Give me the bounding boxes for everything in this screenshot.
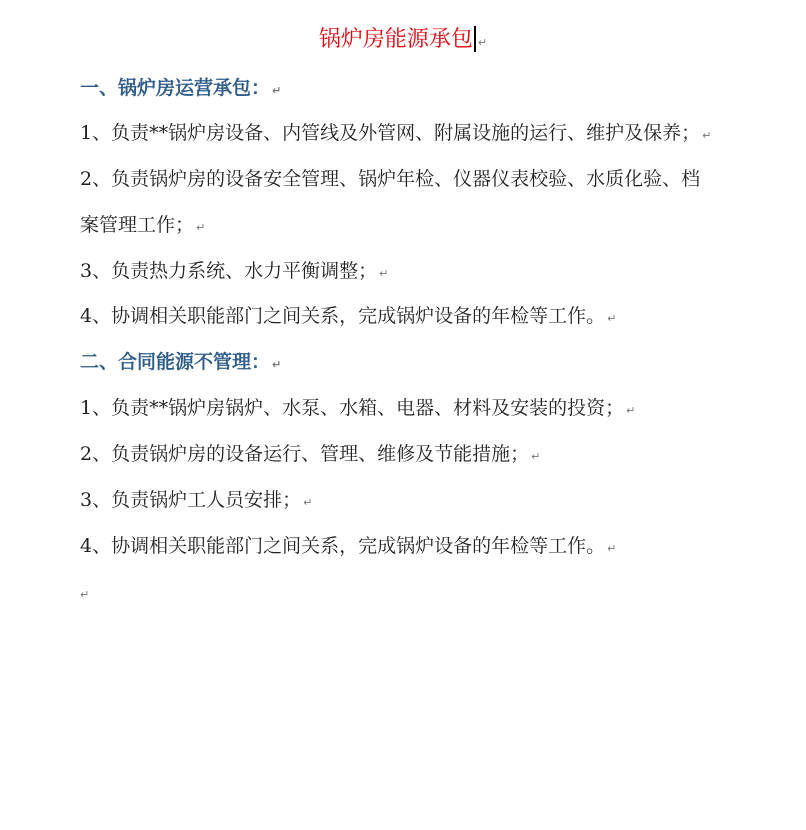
paragraph <box>80 164 700 194</box>
paragraph-mark-icon: ↵ <box>272 84 282 97</box>
paragraph-mark-icon: ↵ <box>80 588 90 601</box>
paragraph-mark-icon: ↵ <box>303 496 313 509</box>
paragraph-text: 4、协调相关职能部门之间关系，完成锅炉设备的年检等工作。 <box>80 305 606 327</box>
paragraph-mark-icon: ↵ <box>702 129 712 142</box>
paragraph-text: 4、协调相关职能部门之间关系，完成锅炉设备的年检等工作。 <box>80 535 606 557</box>
section-heading-text: 一、锅炉房运营承包： <box>80 77 271 99</box>
document-title-text: 锅炉房能源承包 <box>318 27 473 52</box>
section-heading-2 <box>80 347 281 380</box>
paragraph-text: 1、负责**锅炉房设备、内管线及外管网、附属设施的运行、维护及保养； <box>80 122 701 144</box>
empty-paragraph <box>80 577 89 610</box>
paragraph-mark-icon: ↵ <box>607 542 617 555</box>
paragraph <box>80 485 312 518</box>
paragraph-continuation <box>80 210 205 243</box>
paragraph-mark-icon: ↵ <box>272 358 282 371</box>
document-title <box>0 22 806 61</box>
section-heading-1 <box>80 73 281 106</box>
paragraph-text: 案管理工作； <box>80 214 195 236</box>
paragraph-text: 3、负责锅炉工人员安排； <box>80 489 302 511</box>
paragraph-mark-icon: ↵ <box>531 450 541 463</box>
paragraph-text: 3、负责热力系统、水力平衡调整； <box>80 260 378 282</box>
paragraph-mark-icon: ↵ <box>607 312 617 325</box>
text-cursor <box>474 26 476 52</box>
paragraph-mark-icon: ↵ <box>626 404 636 417</box>
paragraph-mark-icon: ↵ <box>379 267 389 280</box>
paragraph <box>80 439 540 472</box>
paragraph <box>80 256 388 289</box>
paragraph-text: 2、负责锅炉房的设备运行、管理、维修及节能措施； <box>80 443 530 465</box>
paragraph <box>80 393 635 426</box>
paragraph-text: 1、负责**锅炉房锅炉、水泵、水箱、电器、材料及安装的投资； <box>80 397 625 419</box>
paragraph <box>80 118 711 151</box>
section-heading-text: 二、合同能源不管理： <box>80 351 271 373</box>
paragraph-mark-icon: ↵ <box>477 36 488 49</box>
paragraph-mark-icon: ↵ <box>196 221 206 234</box>
paragraph <box>80 531 616 564</box>
paragraph <box>80 301 616 334</box>
paragraph-text: 2、负责锅炉房的设备安全管理、锅炉年检、仪器仪表校验、水质化验、档 <box>80 168 701 190</box>
